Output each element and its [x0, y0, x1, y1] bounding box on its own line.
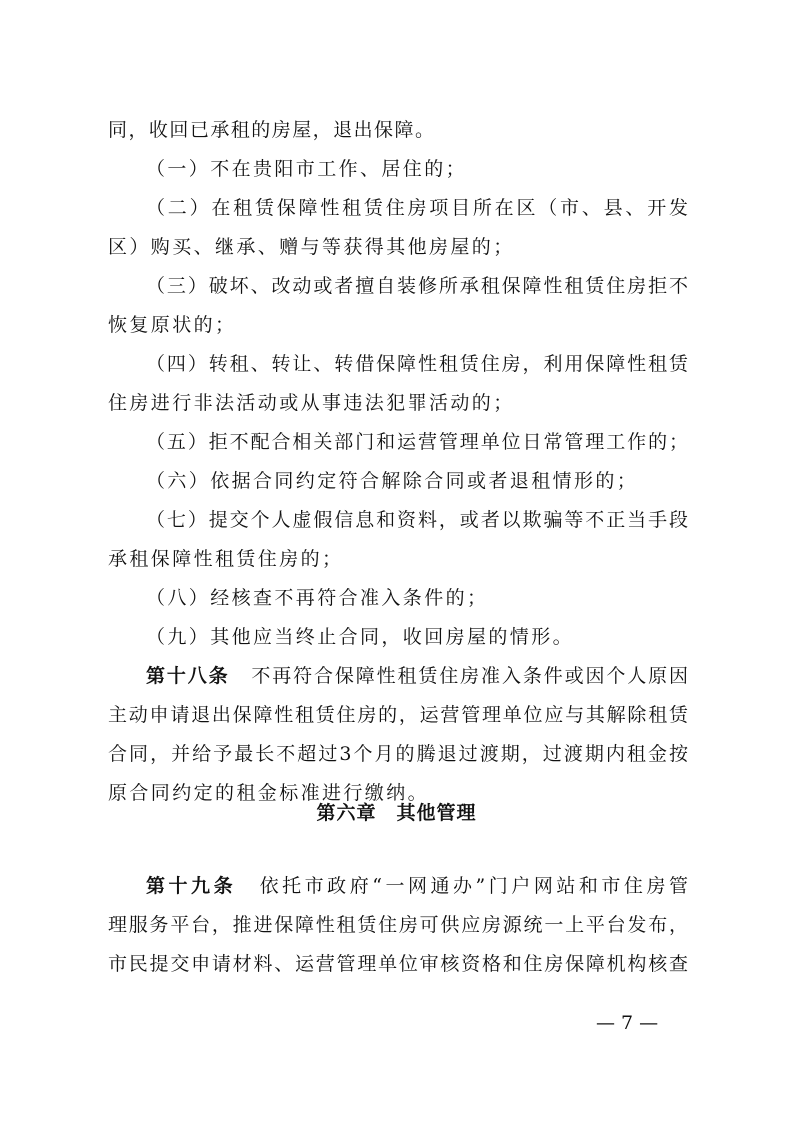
article-19-line-2: 理服务平台，推进保障性租赁住房可供应房源统一上平台发布， — [108, 914, 688, 936]
article-18-line-1 — [146, 663, 688, 689]
list-item-1: （一）不在贵阳市工作、居住的； — [146, 158, 468, 180]
list-item-2: （二）在租赁保障性租赁住房项目所在区（市、县、开发 — [146, 197, 688, 219]
list-item-2-cont: 区）购买、继承、赠与等获得其他房屋的； — [108, 236, 515, 258]
article-18-line-3: 合同，并给予最长不超过3个月的腾退过渡期，过渡期内租金按 — [108, 743, 688, 765]
list-item-5: （五）拒不配合相关部门和运营管理单位日常管理工作的； — [146, 431, 688, 453]
list-item-3: （三）破坏、改动或者擅自装修所承租保障性租赁住房拒不 — [146, 275, 688, 297]
article-19-title: 第十九条 — [146, 875, 237, 897]
article-18-text: 不再符合保障性租赁住房准入条件或因个人原因 — [249, 665, 688, 687]
list-item-9: （九）其他应当终止合同，收回房屋的情形。 — [146, 626, 575, 648]
list-item-3-cont: 恢复原状的； — [108, 314, 237, 336]
article-18-title: 第十八条 — [146, 665, 230, 687]
list-item-8: （八）经核查不再符合准入条件的； — [146, 587, 489, 609]
list-item-7: （七）提交个人虚假信息和资料，或者以欺骗等不正当手段 — [146, 509, 688, 531]
article-18-line-4: 原合同约定的租金标准进行缴纳。 — [108, 782, 430, 804]
list-item-6: （六）依据合同约定符合解除合同或者退租情形的； — [146, 470, 639, 492]
page-number: — 7 — — [596, 1012, 659, 1034]
paragraph-line: 同，收回已承租的房屋，退出保障。 — [108, 119, 434, 141]
article-19-line-3: 市民提交申请材料、运营管理单位审核资格和住房保障机构核查 — [108, 953, 688, 975]
list-item-4-cont: 住房进行非法活动或从事违法犯罪活动的； — [108, 392, 515, 414]
list-item-7-cont: 承租保障性租赁住房的； — [108, 548, 344, 570]
article-18-line-2: 主动申请退出保障性租赁住房的，运营管理单位应与其解除租赁 — [108, 704, 688, 726]
chapter-heading: 第六章 其他管理 — [316, 802, 477, 824]
article-19-line-1 — [146, 873, 688, 899]
article-19-text: 依托市政府“一网通办”门户网站和市住房管 — [256, 875, 688, 897]
list-item-4: （四）转租、转让、转借保障性租赁住房，利用保障性租赁 — [146, 353, 688, 375]
